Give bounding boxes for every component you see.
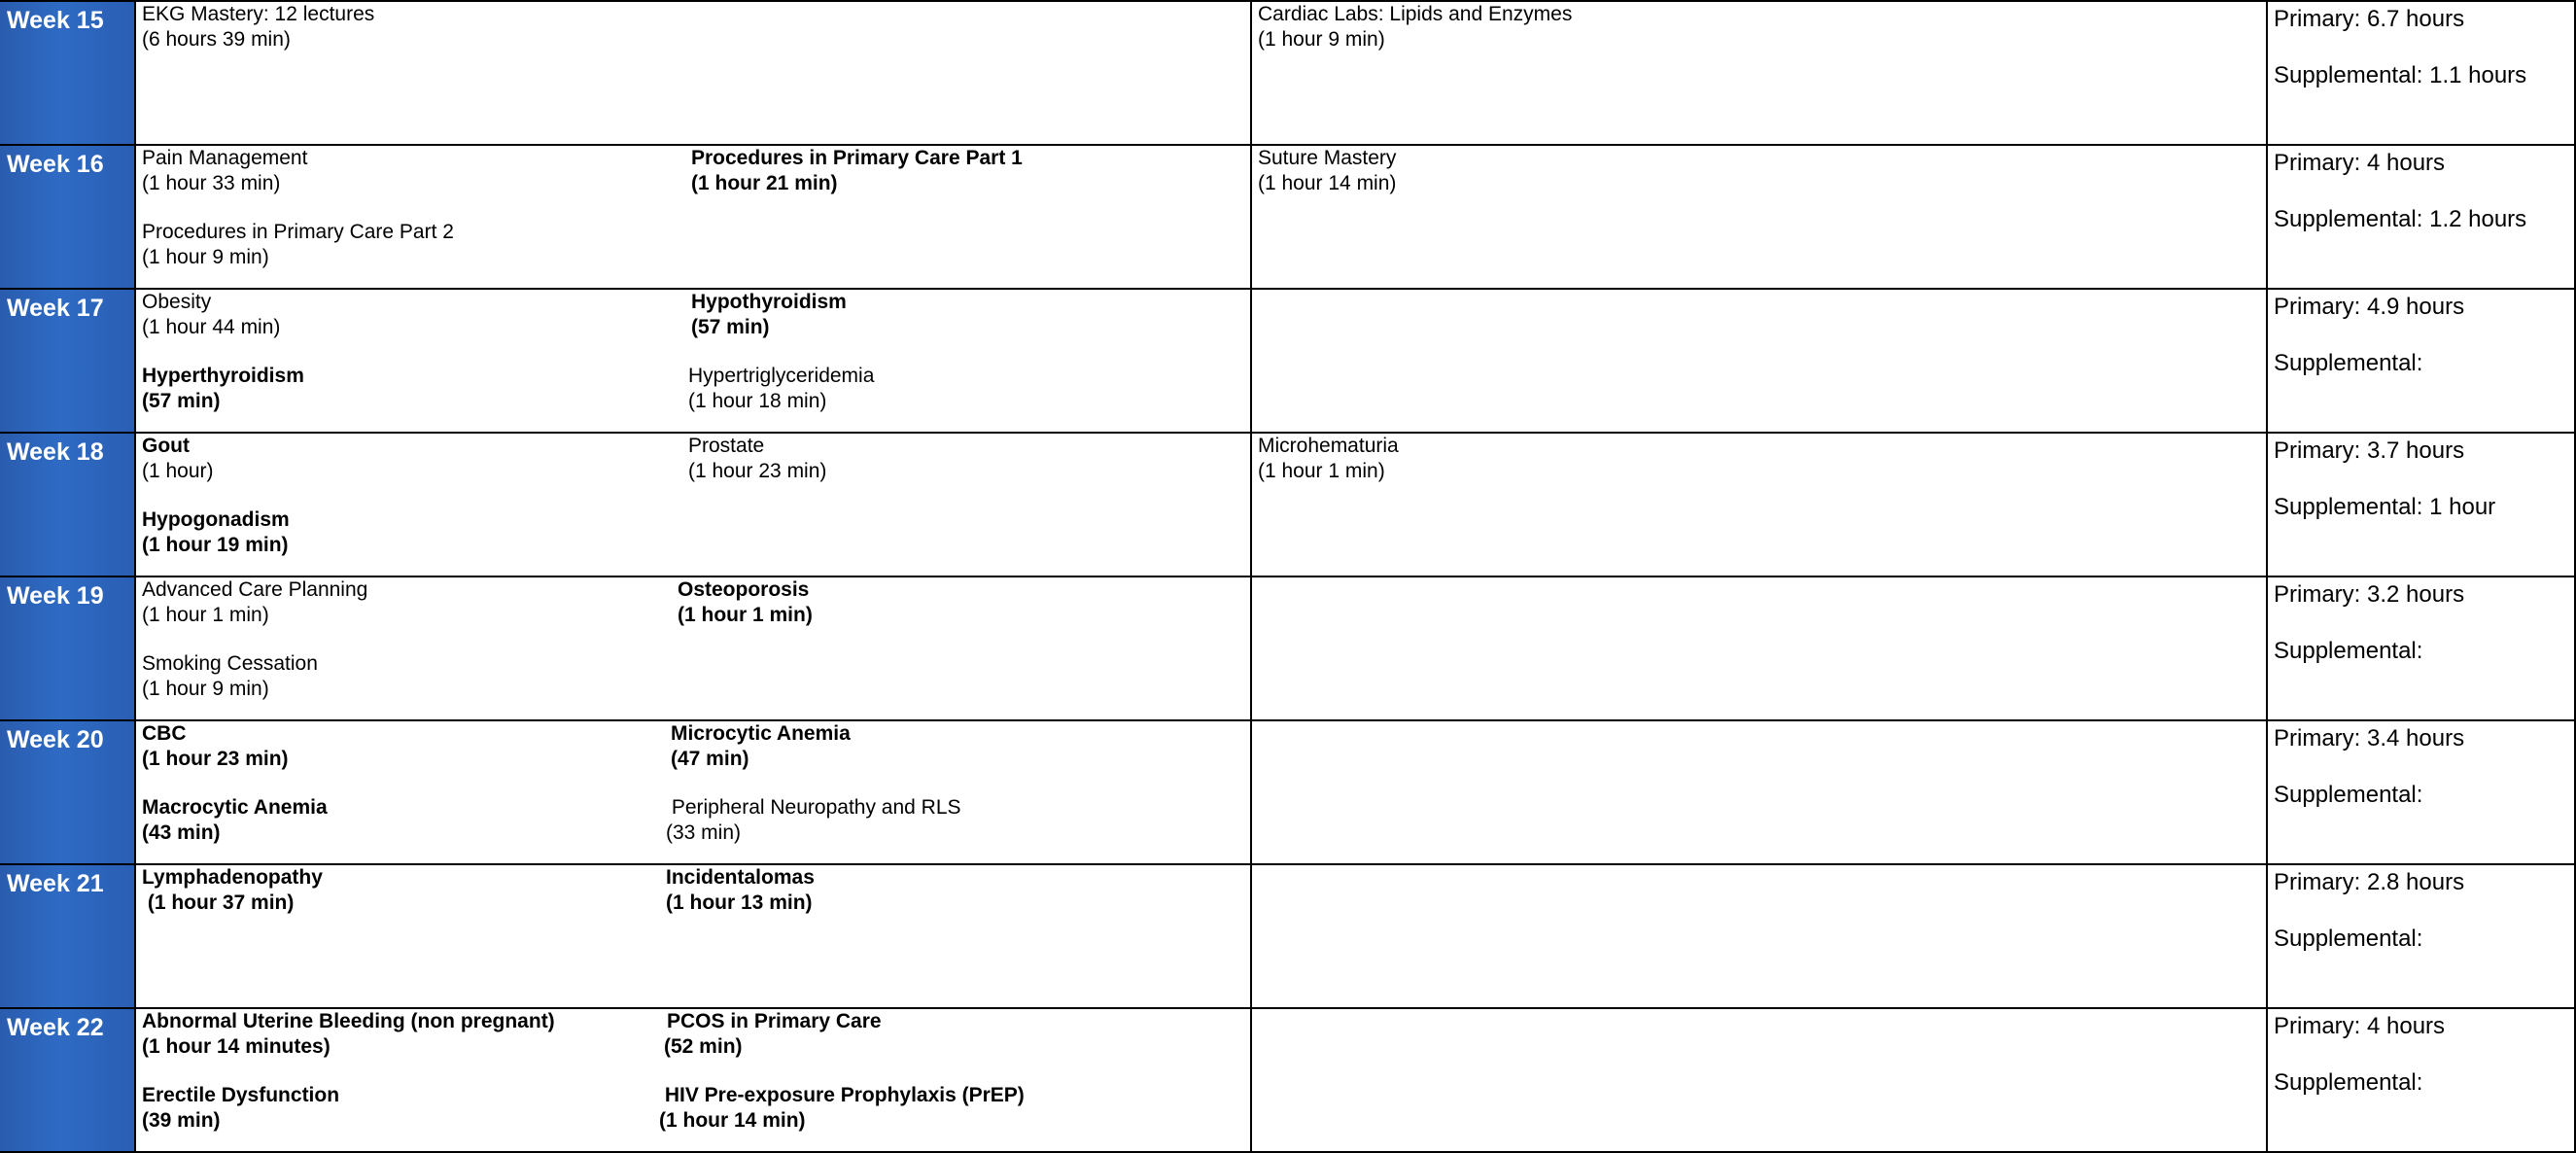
lecture-duration: (52 min) [664, 1035, 743, 1058]
lecture-item [671, 721, 851, 772]
lecture-item [142, 434, 214, 484]
lecture-item [666, 795, 961, 846]
week-row [0, 434, 2576, 577]
lecture-title: Gout [142, 435, 190, 457]
lecture-title: Incidentalomas [666, 866, 815, 889]
primary-lectures-cell [136, 434, 1252, 576]
week-row [0, 577, 2576, 721]
hours-cell [2268, 290, 2576, 432]
supplemental-lectures-cell [1252, 865, 2268, 1007]
lecture-item [142, 2, 374, 52]
hours-cell [2268, 146, 2576, 288]
lecture-title: Hypertriglyceridemia [688, 365, 875, 387]
lecture-title: Advanced Care Planning [142, 578, 368, 601]
lecture-item [142, 1009, 555, 1060]
primary-hours: Primary: 4 hours [2274, 1013, 2446, 1039]
lecture-duration: (1 hour 14 min) [1258, 172, 1397, 194]
lecture-item [142, 865, 323, 916]
supplemental-lectures-cell [1252, 721, 2268, 863]
supplemental-hours: Supplemental: [2274, 1069, 2423, 1096]
lecture-item [142, 220, 454, 270]
lecture-duration: (57 min) [691, 316, 770, 338]
lecture-title: Peripheral Neuropathy and RLS [666, 796, 961, 819]
hours-cell [2268, 434, 2576, 576]
lecture-title: Smoking Cessation [142, 652, 318, 675]
lecture-item [678, 577, 813, 628]
week-label: Week 18 [0, 434, 136, 576]
week-row [0, 865, 2576, 1009]
supplemental-lectures-cell [1252, 577, 2268, 719]
hours-cell [2268, 721, 2576, 863]
week-label: Week 16 [0, 146, 136, 288]
lecture-title: Abnormal Uterine Bleeding (non pregnant) [142, 1010, 555, 1032]
lecture-item [142, 1083, 339, 1134]
lecture-title: Hypogonadism [142, 508, 290, 531]
lecture-duration: (1 hour 23 min) [688, 460, 827, 482]
hours-cell [2268, 2, 2576, 144]
week-row [0, 721, 2576, 865]
supplemental-lectures-cell [1252, 146, 2268, 288]
week-row [0, 290, 2576, 434]
supplemental-lectures-cell [1252, 1009, 2268, 1151]
lecture-duration: (1 hour 13 min) [666, 891, 813, 914]
supplemental-hours: Supplemental: [2274, 350, 2423, 376]
lecture-title: Procedures in Primary Care Part 2 [142, 221, 454, 243]
supplemental-hours: Supplemental: [2274, 926, 2423, 952]
lecture-duration: (47 min) [671, 748, 749, 770]
primary-hours: Primary: 2.8 hours [2274, 869, 2465, 895]
week-label: Week 21 [0, 865, 136, 1007]
hours-cell [2268, 865, 2576, 1007]
lecture-duration: (1 hour 9 min) [142, 246, 269, 268]
lecture-duration: (1 hour 9 min) [1258, 28, 1385, 51]
lecture-title: CBC [142, 722, 187, 745]
lecture-item [142, 651, 318, 702]
lecture-item [142, 721, 289, 772]
lecture-duration: (1 hour 14 min) [659, 1109, 806, 1132]
primary-lectures-cell [136, 290, 1252, 432]
primary-hours: Primary: 4 hours [2274, 150, 2446, 176]
lecture-item [142, 146, 307, 196]
lecture-duration: (1 hour 9 min) [142, 678, 269, 700]
lecture-item [688, 364, 874, 414]
lecture-item [691, 290, 847, 340]
supplemental-hours: Supplemental: [2274, 638, 2423, 664]
week-label: Week 17 [0, 290, 136, 432]
supplemental-hours: Supplemental: 1.2 hours [2274, 206, 2527, 232]
lecture-item [142, 290, 280, 340]
lecture-duration: (1 hour) [142, 460, 214, 482]
primary-lectures-cell [136, 865, 1252, 1007]
lecture-duration: (43 min) [142, 821, 221, 844]
lecture-title: Erectile Dysfunction [142, 1084, 340, 1106]
lecture-item [142, 795, 328, 846]
supplemental-item [1258, 434, 1399, 484]
week-label: Week 22 [0, 1009, 136, 1151]
supplemental-lectures-cell [1252, 290, 2268, 432]
primary-lectures-cell [136, 1009, 1252, 1151]
lecture-title: Macrocytic Anemia [142, 796, 328, 819]
lecture-item [688, 434, 826, 484]
lecture-duration: (33 min) [666, 821, 742, 844]
lecture-duration: (1 hour 18 min) [688, 390, 827, 412]
primary-hours: Primary: 3.7 hours [2274, 437, 2465, 464]
lecture-duration: (1 hour 1 min) [1258, 460, 1385, 482]
lecture-duration: (1 hour 44 min) [142, 316, 281, 338]
lecture-item [666, 865, 815, 916]
lecture-title: Microhematuria [1258, 435, 1399, 457]
supplemental-lectures-cell [1252, 2, 2268, 144]
primary-lectures-cell [136, 146, 1252, 288]
lecture-item [142, 364, 304, 414]
lecture-item [142, 577, 367, 628]
primary-hours: Primary: 6.7 hours [2274, 6, 2465, 32]
lecture-title: Procedures in Primary Care Part 1 [691, 147, 1023, 169]
supplemental-hours: Supplemental: 1 hour [2274, 494, 2496, 520]
lecture-title: Hyperthyroidism [142, 365, 304, 387]
lecture-title: Lymphadenopathy [142, 866, 323, 889]
lecture-item [691, 146, 1023, 196]
lecture-title: Obesity [142, 291, 212, 313]
lecture-title: Cardiac Labs: Lipids and Enzymes [1258, 3, 1573, 25]
lecture-duration: (1 hour 1 min) [678, 604, 813, 626]
primary-hours: Primary: 3.2 hours [2274, 581, 2465, 608]
hours-cell [2268, 1009, 2576, 1151]
primary-lectures-cell [136, 577, 1252, 719]
week-label: Week 19 [0, 577, 136, 719]
lecture-duration: (1 hour 33 min) [142, 172, 281, 194]
supplemental-item [1258, 2, 1572, 52]
lecture-title: Suture Mastery [1258, 147, 1397, 169]
lecture-title: EKG Mastery: 12 lectures [142, 3, 375, 25]
primary-lectures-cell [136, 2, 1252, 144]
lecture-item [659, 1083, 1025, 1134]
lecture-duration: (1 hour 1 min) [142, 604, 269, 626]
supplemental-lectures-cell [1252, 434, 2268, 576]
lecture-duration: (6 hours 39 min) [142, 28, 291, 51]
lecture-duration: (39 min) [142, 1109, 221, 1132]
lecture-title: HIV Pre-exposure Prophylaxis (PrEP) [659, 1084, 1025, 1106]
lecture-title: PCOS in Primary Care [667, 1010, 882, 1032]
lecture-duration: (57 min) [142, 390, 221, 412]
lecture-duration: (1 hour 14 minutes) [142, 1035, 331, 1058]
lecture-item [664, 1009, 882, 1060]
lecture-duration: (1 hour 37 min) [142, 891, 295, 914]
supplemental-hours: Supplemental: 1.1 hours [2274, 62, 2527, 88]
lecture-item [142, 507, 290, 558]
lecture-title: Hypothyroidism [691, 291, 847, 313]
lecture-title: Osteoporosis [678, 578, 810, 601]
supplemental-hours: Supplemental: [2274, 782, 2423, 808]
lecture-title: Microcytic Anemia [671, 722, 851, 745]
lecture-duration: (1 hour 19 min) [142, 534, 289, 556]
week-label: Week 15 [0, 2, 136, 144]
primary-lectures-cell [136, 721, 1252, 863]
primary-hours: Primary: 4.9 hours [2274, 294, 2465, 320]
primary-hours: Primary: 3.4 hours [2274, 725, 2465, 751]
lecture-title: Prostate [688, 435, 765, 457]
week-label: Week 20 [0, 721, 136, 863]
hours-cell [2268, 577, 2576, 719]
supplemental-item [1258, 146, 1396, 196]
week-row [0, 146, 2576, 290]
lecture-duration: (1 hour 21 min) [691, 172, 838, 194]
week-row [0, 2, 2576, 146]
week-row [0, 1009, 2576, 1153]
lecture-title: Pain Management [142, 147, 308, 169]
lecture-duration: (1 hour 23 min) [142, 748, 289, 770]
